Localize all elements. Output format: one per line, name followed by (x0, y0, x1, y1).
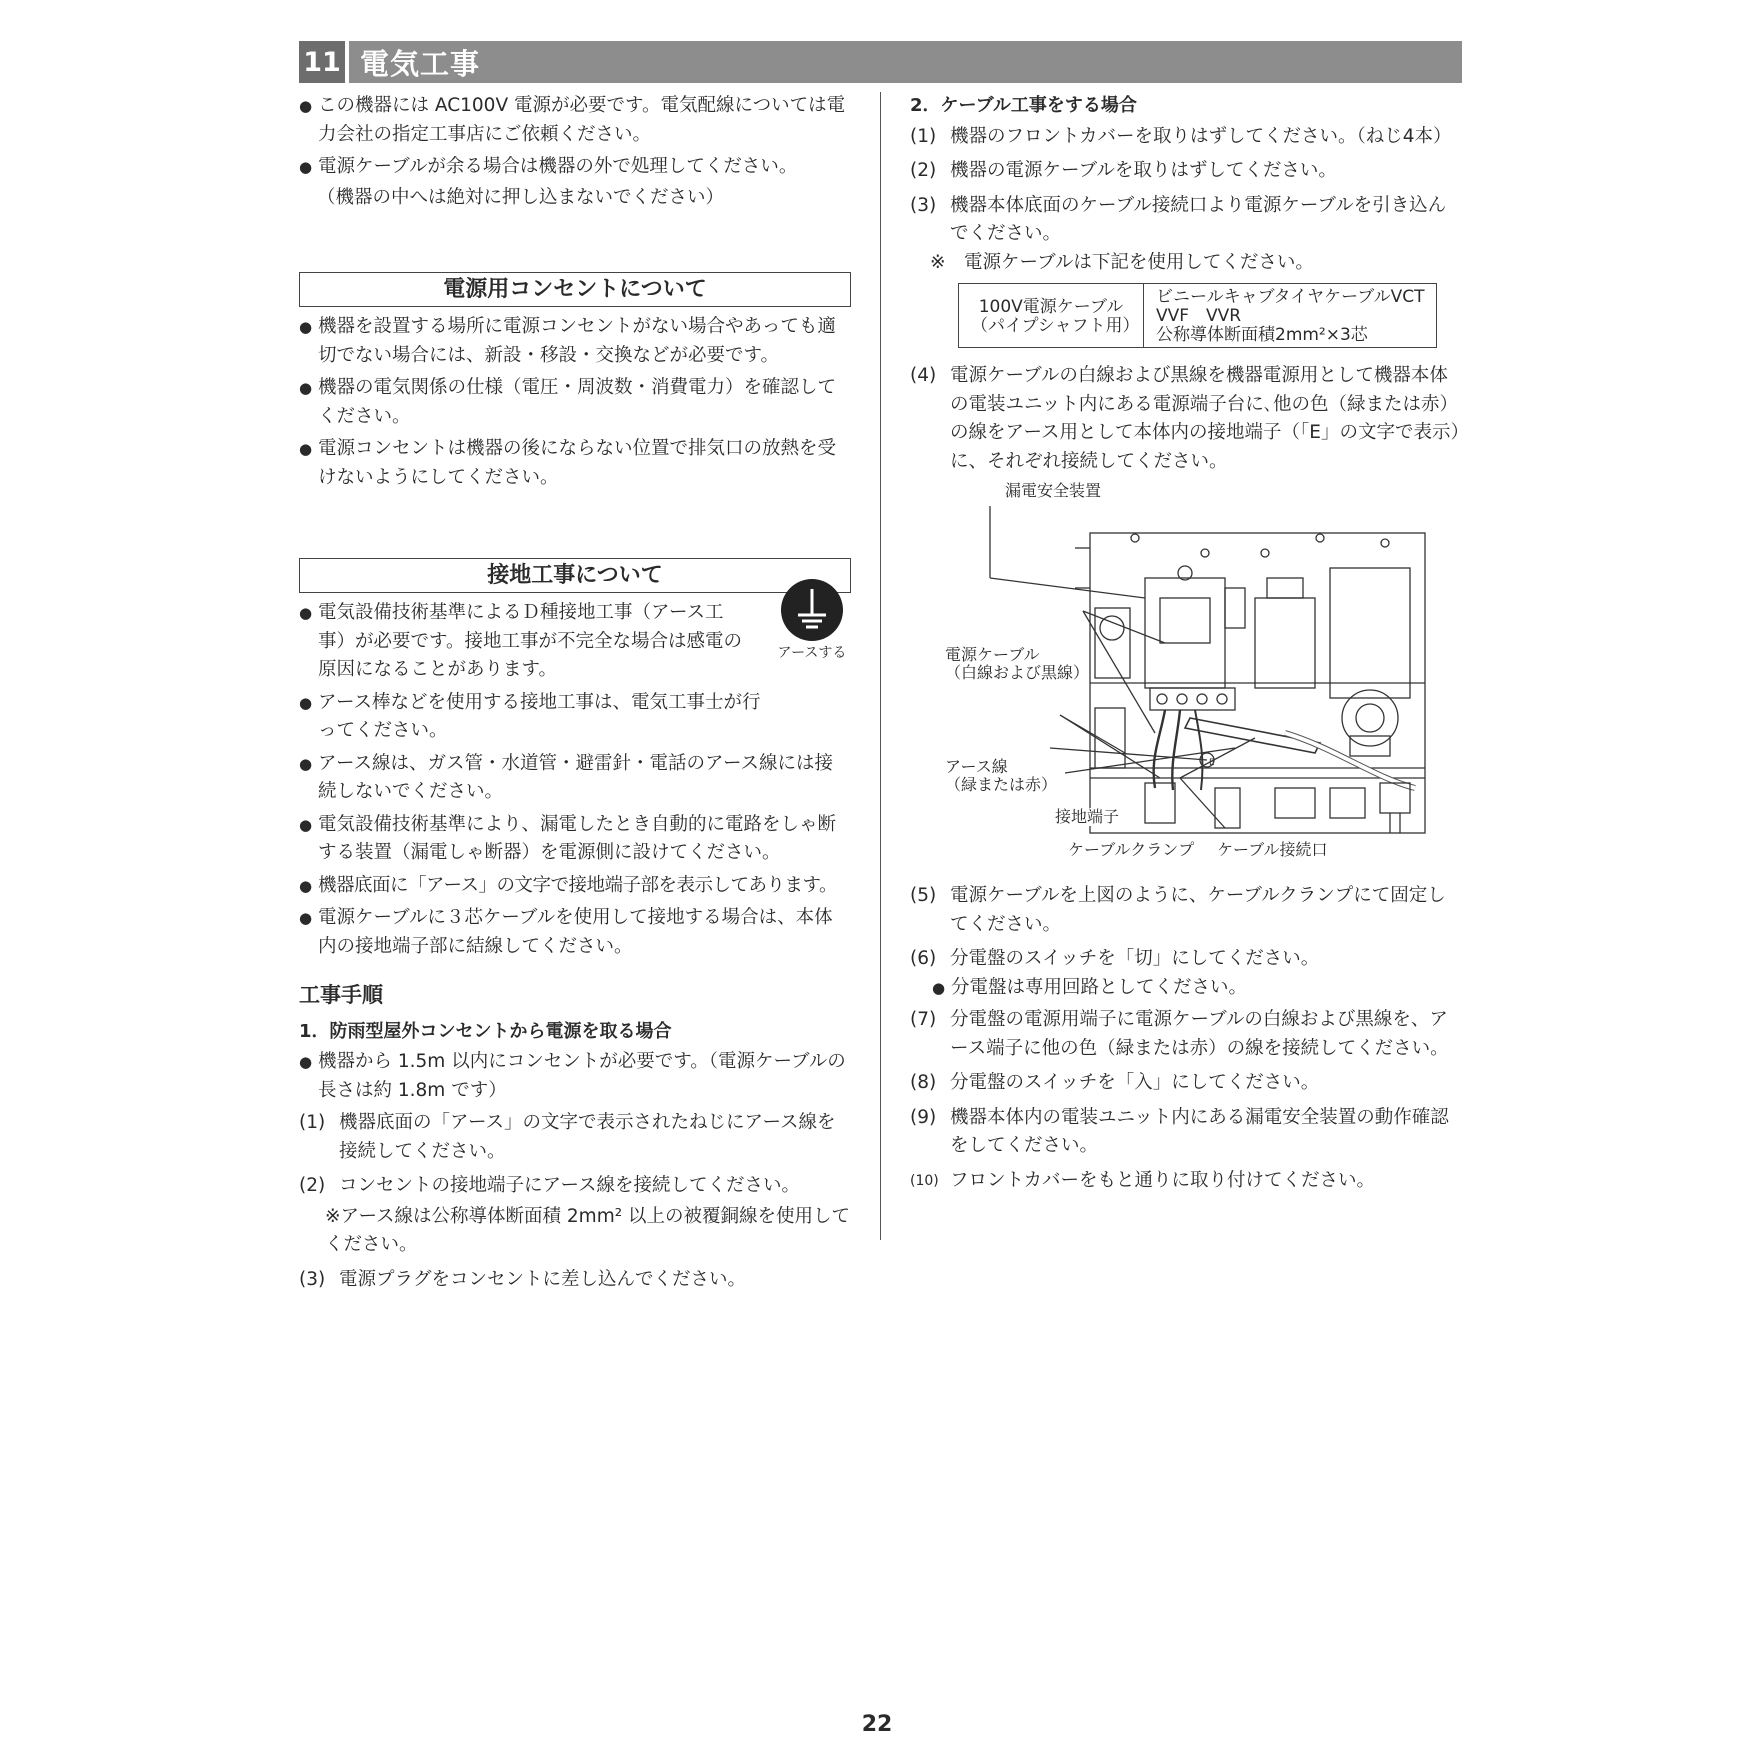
column-divider (880, 92, 881, 1240)
outlet-heading: 電源用コンセントについて (299, 272, 851, 307)
ground-icon (781, 579, 843, 641)
page-number: 22 (861, 1712, 893, 1737)
ground-bullet-6: ● 電源ケーブルに３芯ケーブルを使用して接地する場合は、本体内の接地端子部に結線してください。 (299, 904, 851, 961)
cable-label-cell (959, 284, 1144, 348)
ground-bullet-2: ● アース棒などを使用する接地工事は、電気工事士が行ってください。 (299, 689, 851, 746)
ground-heading: 接地工事について (299, 558, 851, 593)
label-cable-port: ケーブル接続口 (1217, 840, 1328, 859)
wiring-diagram (945, 478, 1435, 878)
step-text: 機器底面の「アース」の文字で表示されたねじにアース線を接続してください。 (339, 1112, 836, 1162)
outlet-bullet-3: ● 電源コンセントは機器の後にならない位置で排気口の放熱を受けないようにしてください。 (299, 435, 851, 492)
earth-caption: アースする (777, 645, 847, 661)
cable-spec-table (958, 283, 1437, 348)
step-text: 分電盤のスイッチを「切」にしてください。 (950, 948, 1320, 969)
label-cable-clamp: ケーブルクランプ (1068, 840, 1195, 859)
right-step-3 (910, 192, 1462, 249)
step-text: 電源ケーブルを上図のように、ケーブルクランプにて固定してください。 (950, 885, 1446, 935)
outlet-bullet-1: ● 機器を設置する場所に電源コンセントがない場合やあっても適切でない場合には、新設・移設・交換などが必要です。 (299, 313, 851, 370)
step-text: コンセントの接地端子にアース線を接続してください。 (339, 1175, 801, 1196)
step-number: (1) (299, 1112, 326, 1133)
ground-bullet-3: ● アース線は、ガス管・水道管・避雷針・電話のアース線には接続しないでください。 (299, 750, 851, 807)
step-number: (3) (910, 194, 937, 216)
step-text: 機器の電源ケーブルを取りはずしてください。 (950, 160, 1337, 181)
right-step-8 (910, 1069, 1462, 1098)
case1-bullet: ● 機器から 1.5m 以内にコンセントが必要です。（電源ケーブルの長さは約 1.8m です） (299, 1048, 851, 1105)
step-text: 電源プラグをコンセントに差し込んでください。 (339, 1268, 747, 1290)
cable-note: ※ 電源ケーブルは下記を使用してください。 (930, 251, 1314, 273)
intro-bullet-2: ● 電源ケーブルが余る場合は機器の外で処理してください。 (299, 153, 851, 182)
label-earth-wire-1: アース線 (945, 757, 1008, 776)
cable-spec-line3: 公称導体断面積2mm²×3芯 (1156, 325, 1368, 345)
right-step-10 (910, 1167, 1462, 1196)
step-number: (1) (910, 125, 937, 147)
section-title: 電気工事 (360, 46, 481, 81)
ground-bullet-1: ● 電気設備技術基準によるＤ種接地工事（アース工事）が必要です。接地工事が不完全な場合は感電の原因になることがあります。 (299, 599, 851, 685)
cable-spec-cell (1144, 284, 1437, 348)
ground-bullet-4: ● 電気設備技術基準により、漏電したとき自動的に電路をしゃ断する装置（漏電しゃ断器）を電源側に設けてください。 (299, 811, 851, 868)
step2-note: ※アース線は公称導体断面積 2mm² 以上の被覆銅線を使用してください。 (325, 1205, 851, 1255)
label-power-cable-2: （白線および黒線） (945, 663, 1090, 682)
cable-spec-line1: ビニールキャブタイヤケーブルVCT (1156, 287, 1425, 307)
step-number: (7) (910, 1009, 937, 1030)
right-step-7 (910, 1006, 1462, 1063)
intro-bullet-1: ● この機器には AC100V 電源が必要です。電気配線については電力会社の指定工事店にご依頼ください。 (299, 92, 851, 149)
step-number: (5) (910, 885, 937, 906)
section-number: 11 (299, 41, 349, 83)
step-text: フロントカバーをもと通りに取り付けてください。 (950, 1169, 1375, 1191)
intro-note: （機器の中へは絶対に押し込まないでください） (317, 186, 725, 208)
right-step-6 (910, 945, 1462, 974)
cable-label-line1: 100V電源ケーブル (978, 296, 1124, 317)
step-text: 分電盤のスイッチを「入」にしてください。 (950, 1072, 1320, 1093)
left-column (299, 92, 851, 1300)
procedure-heading: 工事手順 (299, 983, 383, 1007)
right-step-4 (910, 362, 1462, 476)
step-number: (4) (910, 365, 937, 386)
cable-label-line2: （パイプシャフト用） (971, 315, 1140, 336)
left-step-1 (299, 1109, 851, 1166)
step-number: (3) (299, 1268, 326, 1290)
ground-bullet-5: ● 機器底面に「アース」の文字で接地端子部を表示してあります。 (299, 872, 851, 901)
outlet-bullet-2: ● 機器の電気関係の仕様（電圧・周波数・消費電力）を確認してください。 (299, 374, 851, 431)
label-power-cable-1: 電源ケーブル (945, 645, 1040, 664)
cable-spec-line2: VVF VVR (1156, 306, 1242, 326)
right-step-5 (910, 882, 1462, 939)
step-text: 分電盤の電源用端子に電源ケーブルの白線および黒線を、アース端子に他の色（緑または赤）の線を接続してください。 (950, 1009, 1449, 1059)
left-step-3 (299, 1266, 851, 1295)
step-text: 機器本体内の電装ユニット内にある漏電安全装置の動作確認をしてください。 (950, 1106, 1449, 1156)
step-number: (2) (299, 1175, 326, 1196)
right-step-1 (910, 123, 1462, 152)
step-number: (6) (910, 948, 937, 969)
step-number: (10) (910, 1172, 939, 1189)
step-text: 機器のフロントカバーを取りはずしてください。（ねじ4本） (950, 125, 1452, 147)
step-number: (9) (910, 1106, 937, 1128)
step-text: 電源ケーブルの白線および黒線を機器電源用として機器本体の電装ユニット内にある電源端子台に､他の色（緑または赤）の線をアース用として本体内の接地端子（「E」の文字で表示）に、それぞれ接続してください。 (950, 365, 1460, 472)
label-ground-terminal: 接地端子 (1055, 807, 1120, 826)
section-header (299, 41, 1462, 83)
step-number: (2) (910, 160, 937, 181)
right-step-9 (910, 1104, 1462, 1161)
case2-heading: 2．ケーブル工事をする場合 (910, 95, 1137, 116)
step-number: (8) (910, 1072, 937, 1093)
step6-note: ● 分電盤は専用回路としてください。 (932, 974, 1462, 1003)
earth-symbol (770, 579, 854, 661)
case1-heading: 1．防雨型屋外コンセントから電源を取る場合 (299, 1020, 672, 1042)
left-step-2 (299, 1172, 851, 1201)
step-text: 機器本体底面のケーブル接続口より電源ケーブルを引き込んでください。 (950, 194, 1447, 244)
right-step-2 (910, 157, 1462, 186)
label-earth-wire-2: （緑または赤） (945, 775, 1058, 794)
label-breaker: 漏電安全装置 (1005, 481, 1102, 500)
terminal-mark: E (1209, 758, 1215, 768)
